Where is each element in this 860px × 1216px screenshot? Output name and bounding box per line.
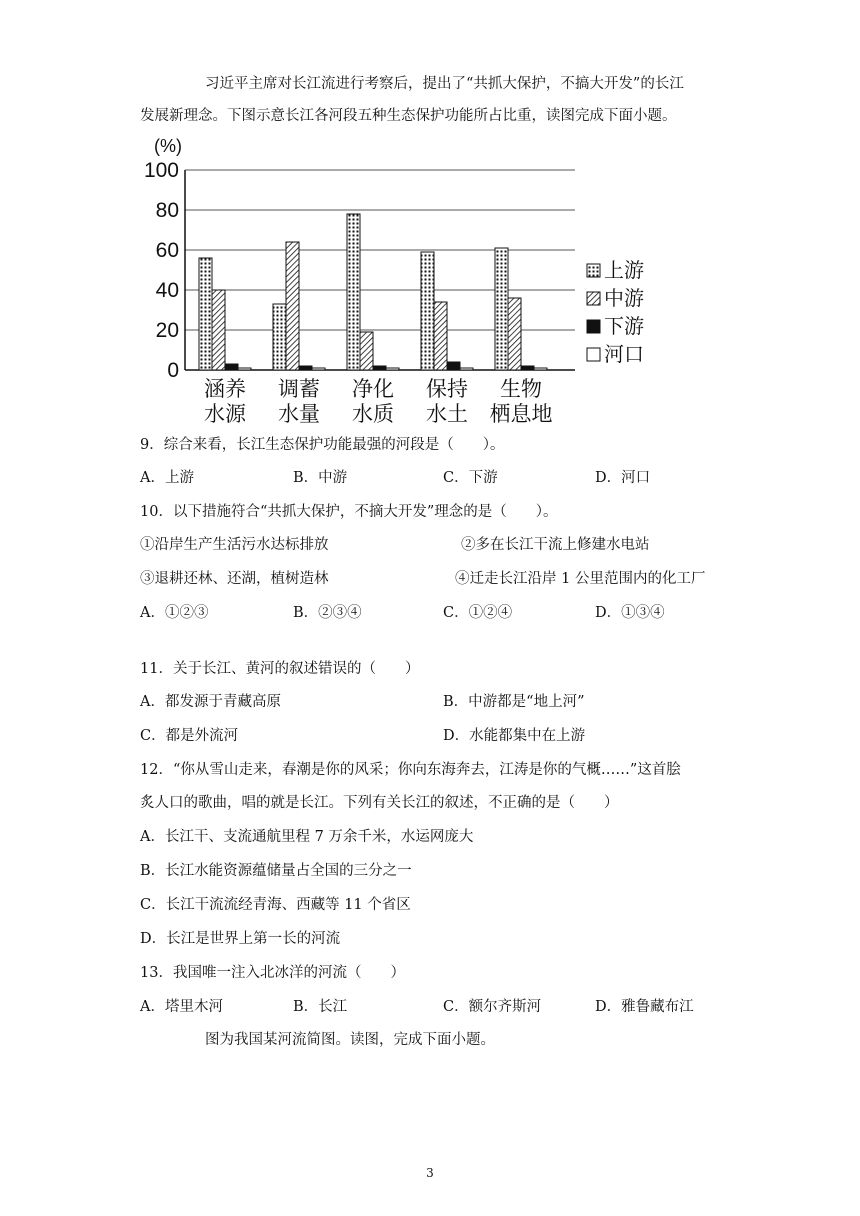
bar-solid-1	[299, 366, 312, 370]
q10-item-4: ④迁走长江沿岸 1 公里范围内的化工厂	[455, 571, 706, 587]
q13-option-d[interactable]: D．雅鲁藏布江	[595, 999, 694, 1015]
bar-empty-0	[238, 368, 251, 370]
q12-option-c[interactable]: C．长江干流流经青海、西藏等 11 个省区	[140, 897, 411, 913]
bar-solid-0	[225, 364, 238, 370]
x-tick-label: 栖息地	[489, 402, 553, 426]
bar-dots-4	[495, 248, 508, 370]
legend-swatch-hatch	[587, 292, 600, 305]
y-tick-label: 80	[155, 199, 179, 222]
x-tick-label: 水土	[426, 402, 468, 426]
legend-swatch-dots	[587, 264, 600, 277]
x-tick-label: 调蓄	[278, 377, 320, 401]
q11-option-b[interactable]: B．中游都是“地上河”	[443, 694, 585, 710]
bar-solid-4	[521, 366, 534, 370]
legend-label: 河口	[604, 342, 644, 366]
y-tick-label: 0	[167, 359, 179, 382]
q10-item-3: ③退耕还林、还湖，植树造林	[140, 571, 329, 587]
y-unit-label: (%)	[154, 136, 182, 156]
intro-line-1: 习近平主席对长江流进行考察后，提出了“共抓大保护，不搞大开发”的长江	[205, 76, 684, 92]
bar-dots-1	[273, 304, 286, 370]
q12-stem-line-1: 12．“你从雪山走来，春潮是你的风采；你向东海奔去，江涛是你的气概……”这首脍	[140, 762, 681, 778]
q10-option-b[interactable]: B．②③④	[293, 605, 362, 621]
bar-chart	[140, 134, 644, 429]
q12-option-d[interactable]: D．长江是世界上第一长的河流	[140, 931, 341, 947]
outro-text: 图为我国某河流简图。读图，完成下面小题。	[205, 1032, 495, 1048]
bar-hatch-2	[360, 332, 373, 370]
q13-option-a[interactable]: A．塔里木河	[140, 999, 223, 1015]
y-tick-label: 20	[155, 319, 179, 342]
q10-stem: 10．以下措施符合“共抓大保护，不摘大开发”理念的是（ ）。	[140, 504, 558, 520]
x-tick-label: 水量	[278, 402, 320, 426]
bar-hatch-0	[212, 290, 225, 370]
q11-option-c[interactable]: C．都是外流河	[140, 728, 239, 744]
bar-empty-1	[312, 368, 325, 370]
q12-option-b[interactable]: B．长江水能资源蕴储量占全国的三分之一	[140, 863, 412, 879]
x-tick-label: 生物	[500, 377, 542, 401]
q13-option-c[interactable]: C．额尔齐斯河	[443, 999, 542, 1015]
legend-swatch-empty	[587, 348, 600, 361]
bar-dots-3	[421, 252, 434, 370]
x-tick-label: 涵养	[204, 377, 246, 401]
q9-option-a[interactable]: A．上游	[140, 470, 194, 486]
q13-option-b[interactable]: B．长江	[293, 999, 348, 1015]
q11-stem: 11．关于长江、黄河的叙述错误的（ ）	[140, 661, 420, 677]
x-tick-label: 水源	[204, 402, 246, 426]
y-tick-label: 40	[155, 279, 179, 302]
q9-stem: 9．综合来看，长江生态保护功能最强的河段是（ ）。	[140, 437, 505, 453]
bar-dots-0	[199, 258, 212, 370]
y-tick-label: 100	[143, 159, 179, 182]
bar-empty-4	[534, 368, 547, 370]
bar-solid-3	[447, 362, 460, 370]
page-number: 3	[426, 1166, 434, 1180]
q13-stem: 13．我国唯一注入北冰洋的河流（ ）	[140, 965, 405, 981]
q10-item-1: ①沿岸生产生活污水达标排放	[140, 537, 329, 553]
bar-hatch-3	[434, 302, 447, 370]
q9-option-b[interactable]: B．中游	[293, 470, 348, 486]
intro-line-2: 发展新理念。下图示意长江各河段五种生态保护功能所占比重，读图完成下面小题。	[140, 108, 677, 124]
q12-option-a[interactable]: A．长江干、支流通航里程 7 万余千米，水运网庞大	[140, 829, 474, 845]
x-tick-label: 水质	[352, 402, 394, 426]
q10-option-c[interactable]: C．①②④	[443, 605, 513, 621]
q12-stem-line-2: 炙人口的歌曲，唱的就是长江。下列有关长江的叙述，不正确的是（ ）	[140, 795, 619, 811]
legend-label: 上游	[604, 258, 644, 282]
bar-empty-3	[460, 368, 473, 370]
legend-label: 下游	[604, 314, 644, 338]
bar-hatch-1	[286, 242, 299, 370]
x-tick-label: 净化	[352, 377, 394, 401]
legend-label: 中游	[604, 286, 644, 310]
q10-option-d[interactable]: D．①③④	[595, 605, 665, 621]
q11-option-d[interactable]: D．水能都集中在上游	[443, 728, 586, 744]
bar-dots-2	[347, 214, 360, 370]
q11-option-a[interactable]: A．都发源于青藏高原	[140, 694, 281, 710]
bar-hatch-4	[508, 298, 521, 370]
q9-option-c[interactable]: C．下游	[443, 470, 498, 486]
bar-solid-2	[373, 366, 386, 370]
y-tick-label: 60	[155, 239, 179, 262]
x-tick-label: 保持	[426, 377, 468, 401]
legend-swatch-solid	[587, 320, 600, 333]
q9-option-d[interactable]: D．河口	[595, 470, 651, 486]
q10-option-a[interactable]: A．①②③	[140, 605, 209, 621]
bar-empty-2	[386, 368, 399, 370]
q10-item-2: ②多在长江干流上修建水电站	[461, 537, 650, 553]
